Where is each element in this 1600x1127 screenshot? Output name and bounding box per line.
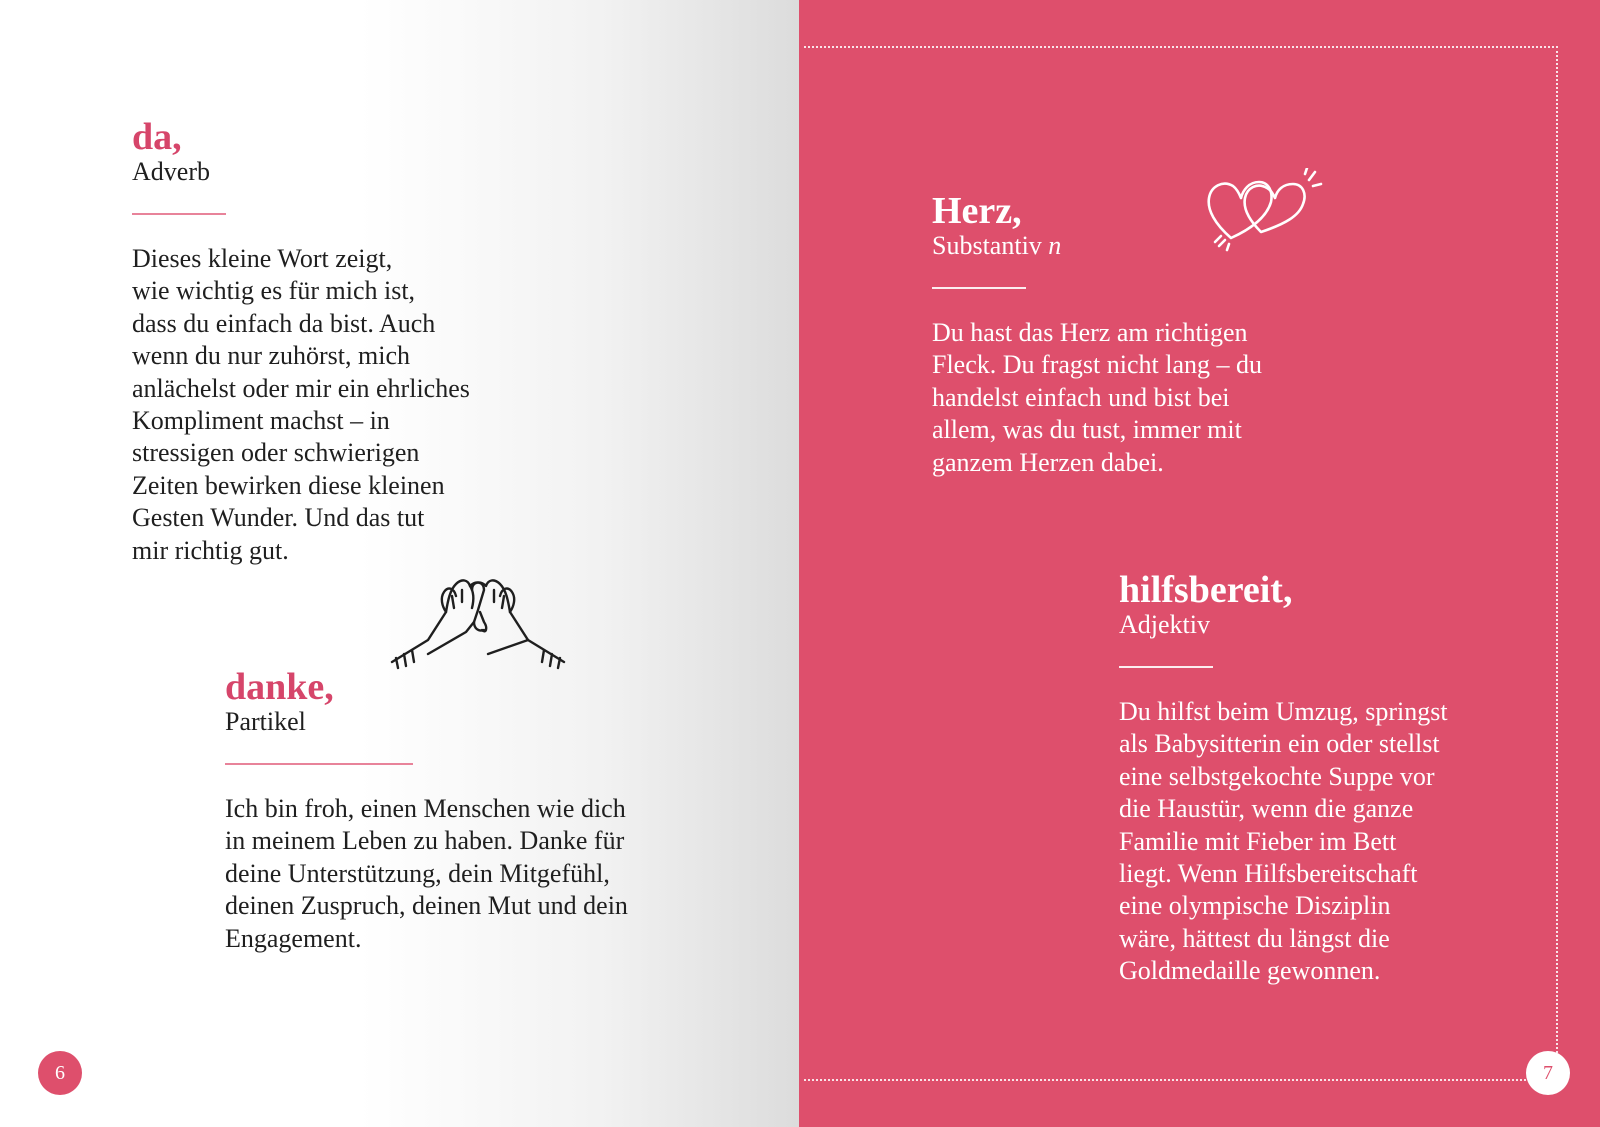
wordclass-label: Substantiv	[932, 231, 1042, 260]
entry-hilfsbereit	[1119, 570, 1519, 988]
heart-hands-icon	[388, 572, 568, 676]
left-page	[0, 0, 799, 1127]
divider-line	[225, 763, 413, 765]
page-number: 6	[55, 1061, 65, 1084]
headword-da: da,	[132, 116, 182, 158]
gender-abbr: n	[1048, 231, 1062, 260]
definition-da: Dieses kleine Wort zeigt, wie wichtig es für mich ist, dass du einfach da bist. Auch wenn du nur zuhörst, mich anlächelst oder mir ein ehrliches Kompliment machst – in stressigen oder schwierigen Zeiten bewirken diese kleinen Gesten Wunder. Und das tut mir richtig gut.	[132, 244, 470, 565]
definition-danke: Ich bin froh, einen Menschen wie dich in meinem Leben zu haben. Danke für deine Unterstützung, dein Mitgefühl, deinen Zuspruch, deinen Mut und dein Engagement.	[225, 794, 628, 953]
entry-danke	[225, 667, 695, 955]
definition-hilfsbereit: Du hilfst beim Umzug, springst als Babysitterin ein oder stellst eine selbstgekochte Suppe vor die Haustür, wenn die ganze Familie mit Fieber im Bett liegt. Wenn Hilfsbereitschaft eine olympische Disziplin wäre, hättest du längst die Goldmedaille gewonnen.	[1119, 697, 1448, 986]
page-number-badge	[1526, 1051, 1570, 1095]
definition-herz: Du hast das Herz am richtigen Fleck. Du fragst nicht lang – du handelst einfach und bist bei allem, was du tust, immer mit ganzem Herzen dabei.	[932, 318, 1262, 477]
wordclass-danke: Partikel	[225, 707, 306, 736]
headword-hilfsbereit: hilfsbereit,	[1119, 569, 1293, 611]
headword-herz: Herz,	[932, 190, 1022, 232]
headword-danke: danke,	[225, 666, 334, 708]
page-number: 7	[1543, 1061, 1553, 1084]
entry-da	[132, 117, 592, 567]
divider-line	[932, 287, 1026, 289]
page-number-badge	[38, 1051, 82, 1095]
wordclass-da: Adverb	[132, 157, 210, 186]
wordclass-hilfsbereit: Adjektiv	[1119, 610, 1210, 639]
divider-line	[1119, 666, 1213, 668]
divider-line	[132, 213, 226, 215]
double-heart-icon	[1205, 168, 1323, 254]
